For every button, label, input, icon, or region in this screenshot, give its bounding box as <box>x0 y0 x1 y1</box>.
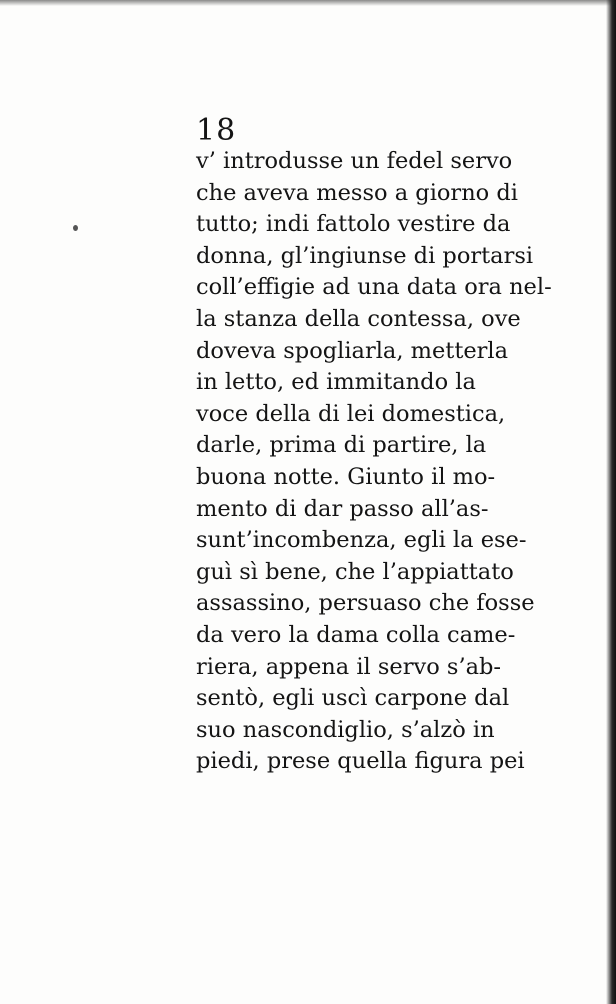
text-line: la stanza della contessa, ove <box>196 305 521 332</box>
text-line: tutto; indi fattolo vestire da <box>196 211 511 238</box>
page-number: 18 <box>196 113 237 148</box>
text-line: donna, gl’ingiunse di portarsi <box>196 242 534 269</box>
ink-speck <box>73 225 78 231</box>
text-line: doveva spogliarla, metterla <box>196 337 509 364</box>
text-line: sunt’incombenza, egli la ese- <box>196 527 527 554</box>
text-line: sentò, egli uscì carpone dal <box>196 685 510 712</box>
text-line: riera, appena il servo s’ab- <box>196 653 502 680</box>
text-line: guì sì bene, che l’appiattato <box>196 558 514 585</box>
text-line: mento di dar passo all’as- <box>196 495 489 522</box>
text-line: darle, prima di partire, la <box>196 432 487 459</box>
text-line: suo nascondiglio, s’alzò in <box>196 716 495 743</box>
text-line: piedi, prese quella figura pei <box>196 748 525 775</box>
text-line: che aveva messo a giorno di <box>196 179 518 206</box>
text-line: da vero la dama colla came- <box>196 621 516 648</box>
text-line: coll’effigie ad una data ora nel- <box>196 274 552 301</box>
body-text <box>196 146 565 778</box>
text-line: in letto, ed immitando la <box>196 369 476 396</box>
page-right-edge-shadow <box>606 0 616 1004</box>
text-line: voce della di lei domestica, <box>196 400 506 427</box>
text-line: assassino, persuaso che fosse <box>196 590 535 617</box>
text-line: buona notte. Giunto il mo- <box>196 463 496 490</box>
page-top-edge <box>0 0 616 6</box>
text-line: v’ introdusse un fedel servo <box>196 148 513 174</box>
